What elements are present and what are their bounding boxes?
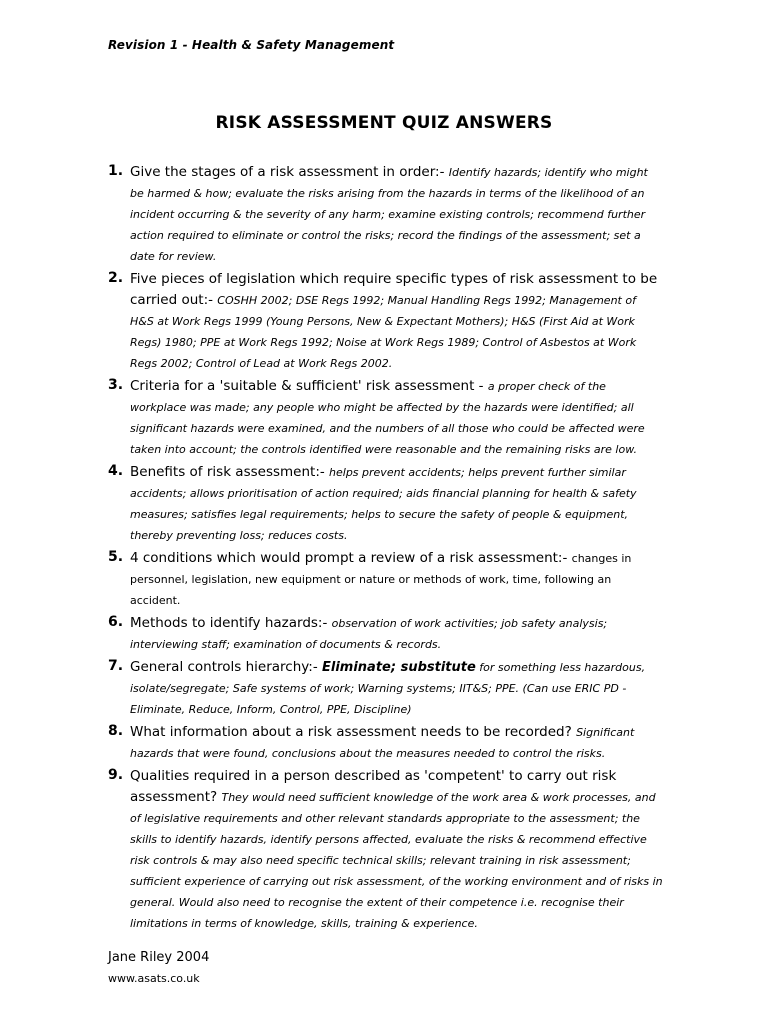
question-number: 5.: [108, 549, 124, 565]
question-text: Criteria for a 'suitable & sufficient' risk assessment -: [130, 378, 488, 394]
question-text: What information about a risk assessment needs to be recorded?: [130, 724, 577, 740]
question-text: 4 conditions which would prompt a review of a risk assessment:-: [130, 550, 572, 566]
question-number: 1.: [108, 163, 124, 179]
question-list: [108, 161, 663, 935]
question-text: Methods to identify hazards:-: [130, 615, 332, 631]
question-item-7: [108, 656, 663, 719]
answer-emphasis: Eliminate; substitute: [322, 660, 476, 675]
question-number: 8.: [108, 723, 124, 739]
question-text: General controls hierarchy:-: [130, 659, 322, 675]
question-item-5: [108, 547, 663, 610]
question-number: 7.: [108, 658, 124, 674]
question-text: Qualities required in a person described as 'competent' to carry out risk assessment?: [130, 768, 617, 805]
question-number: 2.: [108, 270, 124, 286]
answer-text: Significant hazards that were found, conclusions about the measures needed to control the risks.: [130, 726, 635, 760]
question-item-2: [108, 268, 663, 373]
answer-text: COSHH 2002; DSE Regs 1992; Manual Handling Regs 1992; Management of H&S at Work Regs 1999 (Young Persons, New & Expectant Mothers); H&S (First Aid at Work Regs) 1980; PPE at Work Regs 1992; Noise at Work Regs 1989; Control of Asbestos at Work Regs 2002; Control of Lead at Work Regs 2002.: [130, 294, 637, 370]
answer-text: a proper check of the workplace was made; any people who might be affected by the hazards were identified; all significant hazards were examined, and the numbers of all those who could be affected were taken into account; the controls identified were reasonable and the remaining risks are low.: [130, 380, 645, 456]
question-number: 6.: [108, 614, 124, 630]
answer-text: observation of work activities; job safety analysis; interviewing staff; examination of documents & records.: [130, 617, 608, 651]
footer-url: www.asats.co.uk: [108, 972, 200, 985]
answer-text: They would need sufficient knowledge of the work area & work processes, and of legislative requirements and other relevant standards appropriate to the assessment; the skills to identify hazards, identify persons affected, evaluate the risks & recommend effective risk controls & may also need specific technical skills; relevant training in risk assessment; sufficient experience of carrying out risk assessment, of the working environment and of risks in general. Would also need to recognise the extent of their competence i.e. recognise their limitations in terms of knowledge, skills, training & experience.: [130, 791, 663, 930]
question-number: 3.: [108, 377, 124, 393]
question-item-6: [108, 612, 663, 654]
answer-text: helps prevent accidents; helps prevent further similar accidents; allows prioritisation of action required; aids financial planning for health & safety measures; satisfies legal requirements; helps to secure the safety of people & equipment, thereby preventing loss; reduces costs.: [130, 466, 637, 542]
question-text: Give the stages of a risk assessment in order:-: [130, 164, 449, 180]
question-text: Benefits of risk assessment:-: [130, 464, 330, 480]
answer-text: Identify hazards; identify who might be harmed & how; evaluate the risks arising from the hazards in terms of the likelihood of an incident occurring & the severity of any harm; examine existing controls; recommend further action required to eliminate or control the risks; record the findings of the assessment; set a date for review.: [130, 166, 648, 263]
running-header: Revision 1 - Health & Safety Management: [108, 38, 395, 52]
question-item-8: [108, 721, 663, 763]
question-item-1: [108, 161, 663, 266]
question-number: 4.: [108, 463, 124, 479]
question-item-4: [108, 461, 663, 545]
question-item-3: [108, 375, 663, 459]
page-title: RISK ASSESSMENT QUIZ ANSWERS: [215, 113, 553, 133]
answer-text: changes in personnel, legislation, new equipment or nature or methods of work, time, following an accident.: [130, 552, 632, 607]
question-item-9: [108, 765, 663, 933]
footer-author: Jane Riley 2004: [108, 950, 210, 965]
question-number: 9.: [108, 767, 124, 783]
question-text: Five pieces of legislation which require specific types of risk assessment to be carried out:-: [130, 271, 658, 308]
answer-text: for something less hazardous, isolate/segregate; Safe systems of work; Warning systems; IIT&S; PPE. (Can use ERIC PD - Eliminate, Reduce, Inform, Control, PPE, Discipline): [130, 661, 646, 716]
